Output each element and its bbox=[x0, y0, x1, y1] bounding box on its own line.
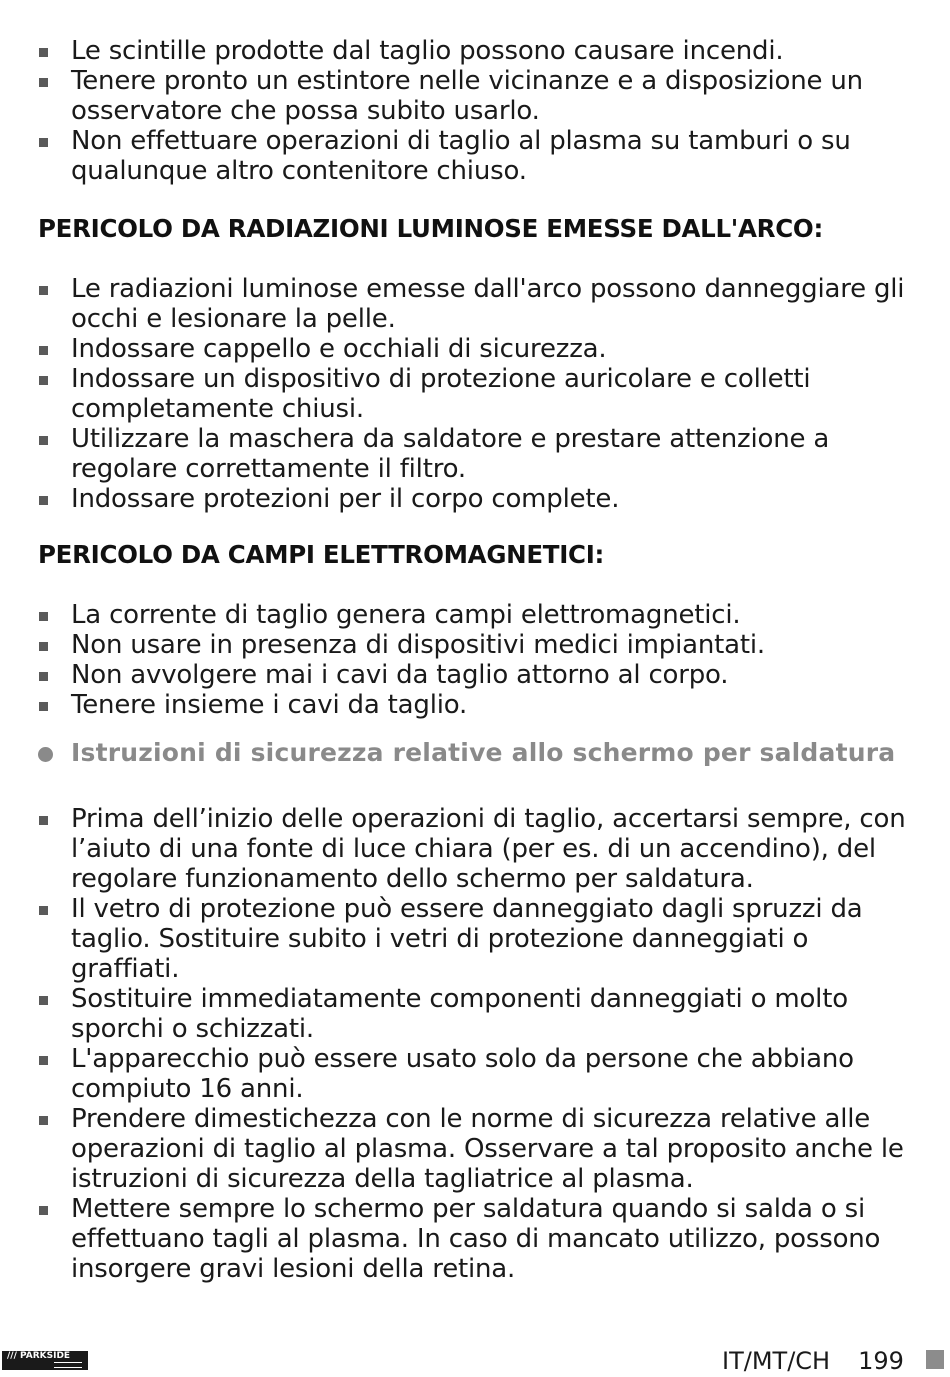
list-item bbox=[38, 334, 918, 364]
list-item bbox=[38, 804, 918, 894]
list-item-text: Mettere sempre lo schermo per saldatura quando si salda o si effettuano tagli al plasma. In caso di mancato utilizzo, possono insorgere gravi lesioni della retina. bbox=[71, 1194, 881, 1284]
list-item bbox=[38, 126, 918, 186]
list-item-text: Sostituire immediatamente componenti danneggiati o molto sporchi o schizzati. bbox=[71, 984, 848, 1044]
square-bullet-icon bbox=[39, 1116, 48, 1125]
list-item-text: Il vetro di protezione può essere danneggiato dagli spruzzi da taglio. Sostituire subito i vetri di protezione danneggiati o graffiati. bbox=[71, 894, 863, 984]
list-item-text: L'apparecchio può essere usato solo da persone che abbiano compiuto 16 anni. bbox=[71, 1044, 854, 1104]
list-item-text: Indossare protezioni per il corpo complete. bbox=[71, 484, 620, 514]
list-item-text: Non effettuare operazioni di taglio al plasma su tamburi o su qualunque altro contenitore chiuso. bbox=[71, 126, 851, 186]
list-item-text: Prendere dimestichezza con le norme di sicurezza relative alle operazioni di taglio al plasma. Osservare a tal proposito anche le istruzioni di sicurezza della tagliatrice al plasma. bbox=[71, 1104, 904, 1194]
list-item-text: Prima dell’inizio delle operazioni di taglio, accertarsi sempre, con l’aiuto di una fonte di luce chiara (per es. di un accendino), del regolare funzionamento dello schermo per saldatura. bbox=[71, 804, 906, 894]
square-bullet-icon bbox=[39, 286, 48, 295]
square-bullet-icon bbox=[39, 906, 48, 915]
list-item bbox=[38, 1104, 918, 1194]
round-bullet-icon bbox=[38, 747, 53, 762]
list-item-text: La corrente di taglio genera campi elettromagnetici. bbox=[71, 600, 741, 630]
square-bullet-icon bbox=[39, 376, 48, 385]
welding-shield-bullet-list bbox=[38, 804, 918, 1284]
em-fields-hazard-heading: PERICOLO DA CAMPI ELETTROMAGNETICI: bbox=[38, 540, 605, 569]
list-item bbox=[38, 484, 918, 514]
square-bullet-icon bbox=[39, 642, 48, 651]
list-item-text: Non avvolgere mai i cavi da taglio attorno al corpo. bbox=[71, 660, 729, 690]
square-bullet-icon bbox=[39, 672, 48, 681]
list-item-text: Le radiazioni luminose emesse dall'arco possono danneggiare gli occhi e lesionare la pelle. bbox=[71, 274, 905, 334]
list-item-text: Utilizzare la maschera da saldatore e prestare attenzione a regolare correttamente il filtro. bbox=[71, 424, 830, 484]
list-item-text: Tenere insieme i cavi da taglio. bbox=[71, 690, 468, 720]
square-bullet-icon bbox=[39, 78, 48, 87]
footer-locale: IT/MT/CH bbox=[722, 1347, 831, 1375]
list-item bbox=[38, 600, 918, 630]
square-bullet-icon bbox=[39, 1056, 48, 1065]
list-item-text: Indossare un dispositivo di protezione auricolare e colletti completamente chiusi. bbox=[71, 364, 811, 424]
square-bullet-icon bbox=[39, 996, 48, 1005]
parkside-logo bbox=[2, 1351, 88, 1370]
list-item-text: Tenere pronto un estintore nelle vicinanze e a disposizione un osservatore che possa subito usarlo. bbox=[71, 66, 863, 126]
square-bullet-icon bbox=[39, 496, 48, 505]
square-bullet-icon bbox=[39, 436, 48, 445]
square-bullet-icon bbox=[39, 612, 48, 621]
square-bullet-icon bbox=[39, 816, 48, 825]
list-item-text: Indossare cappello e occhiali di sicurezza. bbox=[71, 334, 607, 364]
list-item bbox=[38, 1194, 918, 1284]
list-item bbox=[38, 424, 918, 484]
em-bullet-list bbox=[38, 600, 918, 720]
intro-bullet-list bbox=[38, 36, 918, 186]
list-item bbox=[38, 66, 918, 126]
square-bullet-icon bbox=[39, 702, 48, 711]
radiation-hazard-heading: PERICOLO DA RADIAZIONI LUMINOSE EMESSE DALL'ARCO: bbox=[38, 214, 823, 243]
list-item-text: Le scintille prodotte dal taglio possono causare incendi. bbox=[71, 36, 784, 66]
list-item-text: Non usare in presenza di dispositivi medici impiantati. bbox=[71, 630, 765, 660]
section-title-text: Istruzioni di sicurezza relative allo schermo per saldatura bbox=[71, 738, 896, 767]
list-item bbox=[38, 894, 918, 984]
square-bullet-icon bbox=[39, 1206, 48, 1215]
square-bullet-icon bbox=[39, 346, 48, 355]
list-item bbox=[38, 984, 918, 1044]
list-item bbox=[38, 690, 918, 720]
list-item bbox=[38, 364, 918, 424]
list-item bbox=[38, 630, 918, 660]
square-bullet-icon bbox=[39, 138, 48, 147]
document-page bbox=[38, 36, 918, 1284]
square-bullet-icon bbox=[39, 48, 48, 57]
page-edge-marker bbox=[926, 1350, 944, 1369]
list-item bbox=[38, 660, 918, 690]
list-item bbox=[38, 36, 918, 66]
brand-logo-text: /// PARKSIDE bbox=[7, 1351, 71, 1361]
logo-underline-icon bbox=[54, 1362, 82, 1368]
page-footer bbox=[722, 1346, 904, 1376]
list-item bbox=[38, 274, 918, 334]
list-item bbox=[38, 1044, 918, 1104]
page-number: 199 bbox=[858, 1347, 904, 1375]
radiation-bullet-list bbox=[38, 274, 918, 514]
welding-shield-section-title bbox=[38, 738, 918, 767]
